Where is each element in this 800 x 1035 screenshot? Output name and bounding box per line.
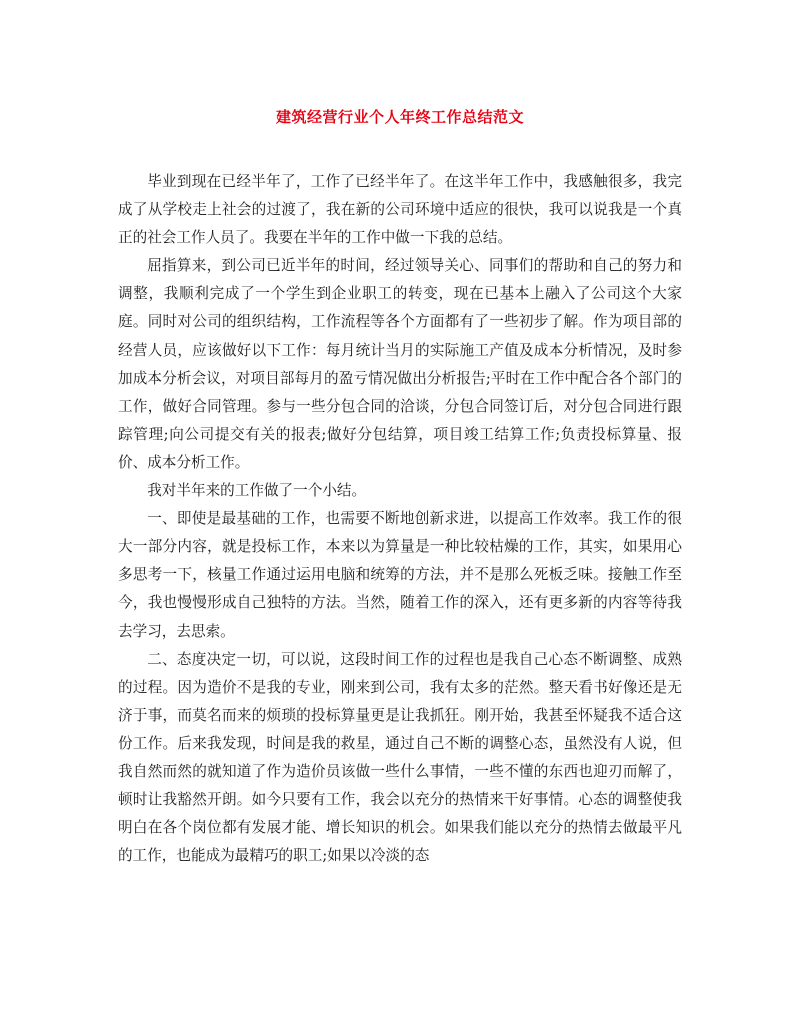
paragraph-intro: 毕业到现在已经半年了，工作了已经半年了。在这半年工作中，我感触很多，我完成了从学校走上社会的过渡了，我在新的公司环境中适应的很快，我可以说我是一个真正的社会工作人员了。我要在半年的工作中做一下我的总结。 xyxy=(118,173,682,247)
document-body xyxy=(118,168,682,870)
paragraph-point-one: 一、即使是最基础的工作，也需要不断地创新求进，以提高工作效率。我工作的很大一部分内容，就是投标工作，本来以为算量是一种比较枯燥的工作，其实，如果用心多思考一下，核量工作通过运用电脑和统筹的方法，并不是那么死板乏味。接触工作至今，我也慢慢形成自己独特的方法。当然，随着工作的深入，还有更多新的内容等待我去学习，去思索。 xyxy=(118,510,682,640)
paragraph-point-two: 二、态度决定一切，可以说，这段时间工作的过程也是我自己心态不断调整、成熟的过程。因为造价不是我的专业，刚来到公司，我有太多的茫然。整天看书好像还是无济于事，而莫名而来的烦琐的投标算量更是让我抓狂。刚开始，我甚至怀疑我不适合这份工作。后来我发现，时间是我的救星，通过自己不断的调整心态，虽然没有人说，但我自然而然的就知道了作为造价员该做一些什么事情，一些不懂的东西也迎刃而解了，顿时让我豁然开朗。如今只要有工作，我会以充分的热情来干好事情。心态的调整使我明白在各个岗位都有发展才能、增长知识的机会。如果我们能以充分的热情去做最平凡的工作，也能成为最精巧的职工;如果以冷淡的态 xyxy=(118,650,682,865)
paragraph-summary-lead: 我对半年来的工作做了一个小结。 xyxy=(147,482,367,500)
document-title: 建筑经营行业个人年终工作总结范文 xyxy=(275,108,524,126)
paragraph-work-duties: 屈指算来，到公司已近半年的时间，经过领导关心、同事们的帮助和自己的努力和调整，我顺利完成了一个学生到企业职工的转变，现在已基本上融入了公司这个大家庭。同时对公司的组织结构，工作流程等各个方面都有了一些初步了解。作为项目部的经营人员，应该做好以下工作：每月统计当月的实际施工产值及成本分析情况，及时参加成本分析会议，对项目部每月的盈亏情况做出分析报告;平时在工作中配合各个部门的工作，做好合同管理。参与一些分包合同的洽谈，分包合同签订后，对分包合同进行跟踪管理;向公司提交有关的报表;做好分包结算，项目竣工结算工作;负责投标算量、报价、成本分析工作。 xyxy=(118,257,682,471)
